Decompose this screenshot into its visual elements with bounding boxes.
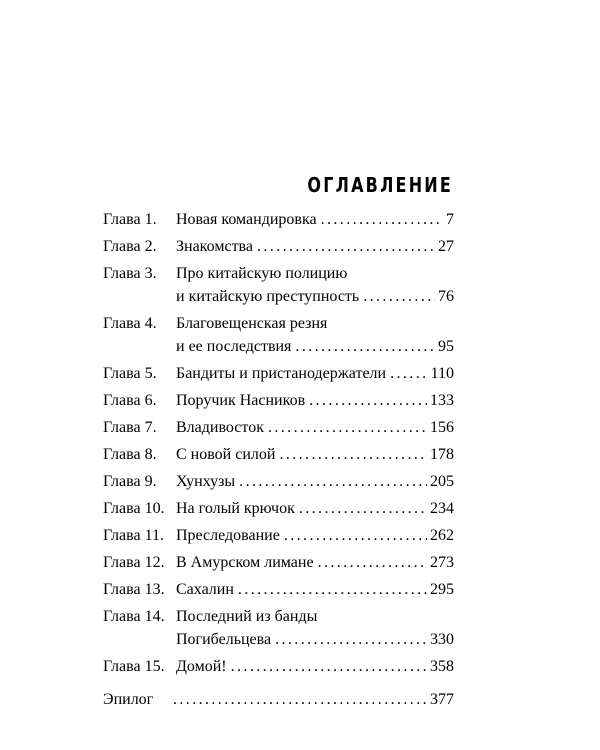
- toc-entry[interactable]: [103, 470, 454, 493]
- chapter-title-block: [176, 362, 454, 385]
- toc-heading: ОГЛАВЛЕНИЕ: [307, 173, 453, 197]
- toc-entry[interactable]: [103, 655, 454, 678]
- chapter-title-block: [176, 416, 454, 439]
- chapter-label: Глава 1.: [103, 211, 157, 228]
- toc-entry[interactable]: [103, 443, 454, 466]
- chapter-label: Глава 5.: [103, 365, 157, 382]
- chapter-title-line: [176, 551, 454, 574]
- page-number: 377: [430, 691, 454, 708]
- chapter-label: Глава 4.: [103, 315, 157, 332]
- chapter-label: Глава 9.: [103, 473, 157, 490]
- dot-leader: [299, 497, 427, 520]
- chapter-title: На голый крючок: [176, 500, 295, 517]
- dot-leader: [238, 578, 427, 601]
- chapter-label: Глава 13.: [103, 581, 165, 598]
- chapter-title-block: [176, 443, 454, 466]
- page-number: 7: [446, 211, 454, 228]
- dot-leader: [268, 416, 427, 439]
- chapter-label: Глава 3.: [103, 265, 157, 282]
- chapter-title: Благовещенская резня: [176, 315, 328, 332]
- chapter-label: Глава 14.: [103, 608, 165, 625]
- page-number: 273: [430, 554, 454, 571]
- chapter-title: Знакомства: [176, 238, 253, 255]
- dot-leader: [275, 628, 427, 651]
- dot-leader: [284, 524, 427, 547]
- chapter-title-line: [176, 416, 454, 439]
- page-number: 205: [430, 473, 454, 490]
- table-of-contents: [103, 208, 454, 715]
- chapter-title-line: [176, 362, 454, 385]
- chapter-title-block: [176, 551, 454, 574]
- toc-entry-epilogue[interactable]: [103, 688, 454, 711]
- chapter-label: Глава 15.: [103, 658, 165, 675]
- toc-entry[interactable]: [103, 312, 454, 358]
- dot-leader: [257, 235, 435, 258]
- page-number: 262: [430, 527, 454, 544]
- chapter-title: Погибельцева: [176, 631, 272, 648]
- chapter-title: Последний из банды: [176, 608, 318, 625]
- chapter-title: Про китайскую полицию: [176, 265, 348, 282]
- chapter-title-line: [176, 335, 454, 358]
- page-number: 295: [430, 581, 454, 598]
- chapter-title-line: [176, 389, 454, 412]
- toc-entry[interactable]: [103, 578, 454, 601]
- page-number: 178: [430, 446, 454, 463]
- chapter-title: Новая командировка: [176, 211, 317, 228]
- chapter-title-block: [176, 262, 454, 308]
- chapter-label: Эпилог: [103, 691, 154, 708]
- chapter-title: Преследование: [176, 527, 280, 544]
- chapter-title-block: [176, 605, 454, 651]
- chapter-title-line: [176, 578, 454, 601]
- toc-entry[interactable]: [103, 497, 454, 520]
- chapter-title-line: [176, 497, 454, 520]
- chapter-label: Глава 7.: [103, 419, 157, 436]
- chapter-title: В Амурском лимане: [176, 554, 314, 571]
- toc-entry[interactable]: [103, 235, 454, 258]
- toc-entry[interactable]: [103, 524, 454, 547]
- chapter-label: Глава 11.: [103, 527, 164, 544]
- toc-entry[interactable]: [103, 389, 454, 412]
- chapter-label: Глава 6.: [103, 392, 157, 409]
- chapter-title-block: [176, 655, 454, 678]
- dot-leader: [318, 551, 427, 574]
- toc-entry[interactable]: [103, 416, 454, 439]
- chapter-title-line: [176, 312, 454, 335]
- chapter-label: Глава 8.: [103, 446, 157, 463]
- chapter-title: Бандиты и пристанодержатели: [176, 365, 387, 382]
- chapter-title-line: [176, 285, 454, 308]
- chapter-title-line: [176, 470, 454, 493]
- page-number: 95: [438, 338, 454, 355]
- chapter-title-line: [176, 628, 454, 651]
- chapter-title: С новой силой: [176, 446, 276, 463]
- chapter-title-block: [176, 208, 454, 231]
- chapter-title: Хунхузы: [176, 473, 236, 490]
- toc-entry[interactable]: [103, 262, 454, 308]
- toc-entry[interactable]: [103, 605, 454, 651]
- toc-entry[interactable]: [103, 362, 454, 385]
- chapter-title-line: [176, 605, 454, 628]
- chapter-title: и китайскую преступность: [176, 288, 360, 305]
- page-number: 27: [438, 238, 454, 255]
- page-number: 358: [430, 658, 454, 675]
- chapter-title-block: [169, 688, 454, 711]
- chapter-title-line: [176, 235, 454, 258]
- chapter-title-line: [169, 688, 454, 711]
- chapter-title-block: [176, 235, 454, 258]
- chapter-title: Поручик Насников: [176, 392, 306, 409]
- dot-leader: [279, 443, 427, 466]
- dot-leader: [231, 655, 427, 678]
- page-number: 156: [430, 419, 454, 436]
- chapter-title-line: [176, 655, 454, 678]
- dot-leader: [309, 389, 427, 412]
- toc-entry[interactable]: [103, 208, 454, 231]
- chapter-label: Глава 12.: [103, 554, 165, 571]
- dot-leader: [295, 335, 435, 358]
- chapter-title-block: [176, 470, 454, 493]
- chapter-label: Глава 10.: [103, 500, 165, 517]
- page-number: 133: [430, 392, 454, 409]
- chapter-title: и ее последствия: [176, 338, 292, 355]
- dot-leader: [239, 470, 427, 493]
- dot-leader: [321, 208, 443, 231]
- chapter-title-line: [176, 262, 454, 285]
- chapter-title-block: [176, 389, 454, 412]
- page-number: 76: [438, 288, 454, 305]
- chapter-title-block: [176, 497, 454, 520]
- dot-leader: [363, 285, 435, 308]
- chapter-title-line: [176, 208, 454, 231]
- page-number: 110: [430, 365, 454, 382]
- toc-entry[interactable]: [103, 551, 454, 574]
- chapter-title-block: [176, 524, 454, 547]
- dot-leader: [173, 688, 427, 711]
- chapter-label: Глава 2.: [103, 238, 157, 255]
- chapter-title-line: [176, 443, 454, 466]
- chapter-title: Домой!: [176, 658, 227, 675]
- chapter-title-block: [176, 578, 454, 601]
- dot-leader: [390, 362, 427, 385]
- page-number: 234: [430, 500, 454, 517]
- page-number: 330: [430, 631, 454, 648]
- chapter-title-block: [176, 312, 454, 358]
- chapter-title: Сахалин: [176, 581, 234, 598]
- chapter-title: Владивосток: [176, 419, 264, 436]
- chapter-title-line: [176, 524, 454, 547]
